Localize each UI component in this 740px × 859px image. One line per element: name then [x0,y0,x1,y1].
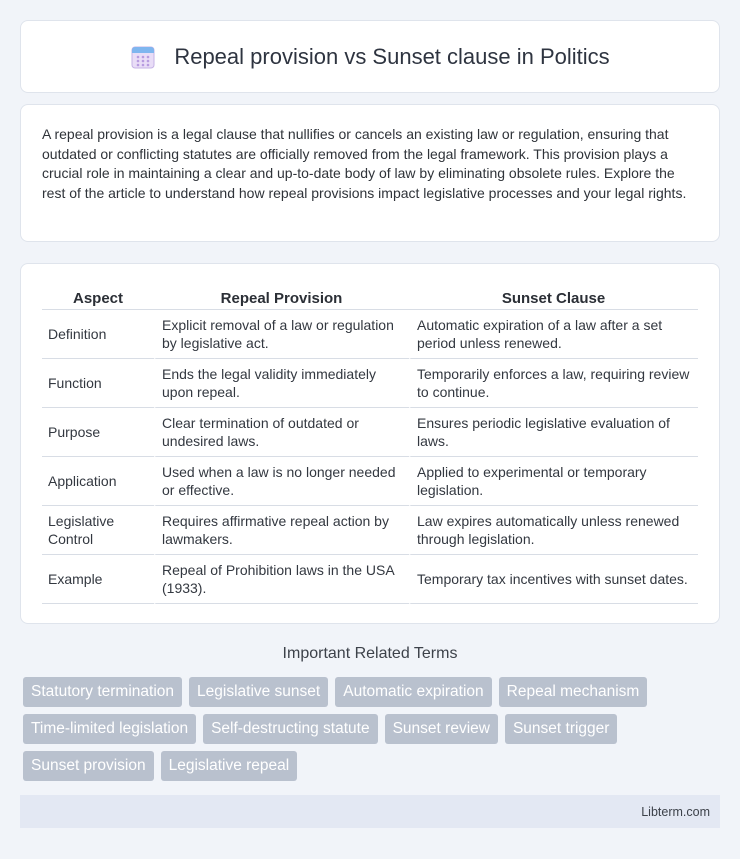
sunset-cell: Ensures periodic legislative evaluation of laws. [409,408,698,457]
footer [20,795,720,828]
repeal-cell: Clear termination of outdated or undesired laws. [154,408,409,457]
sunset-cell: Automatic expiration of a law after a set period unless renewed. [409,310,698,359]
repeal-cell: Ends the legal validity immediately upon repeal. [154,359,409,408]
aspect-cell: Application [42,457,154,506]
table-header-row [42,284,698,310]
header-sunset-clause: Sunset Clause [409,284,698,310]
repeal-cell: Repeal of Prohibition laws in the USA (1933). [154,555,409,604]
related-term-tag[interactable]: Repeal mechanism [499,677,648,707]
sunset-cell: Applied to experimental or temporary legislation. [409,457,698,506]
aspect-cell: Purpose [42,408,154,457]
sunset-cell: Law expires automatically unless renewed through legislation. [409,506,698,555]
related-term-tag[interactable]: Sunset review [385,714,498,744]
calendar-icon [130,44,156,70]
related-term-tag[interactable]: Automatic expiration [335,677,491,707]
table-row [42,506,698,555]
repeal-cell: Explicit removal of a law or regulation by legislative act. [154,310,409,359]
aspect-cell: Example [42,555,154,604]
sunset-cell: Temporarily enforces a law, requiring review to continue. [409,359,698,408]
header-aspect: Aspect [42,284,154,310]
related-terms-title: Important Related Terms [282,645,458,662]
table-row [42,359,698,408]
related-term-tag[interactable]: Sunset provision [23,751,154,781]
intro-card [20,104,720,242]
aspect-cell: Legislative Control [42,506,154,555]
related-term-tag[interactable]: Sunset trigger [505,714,618,744]
repeal-cell: Requires affirmative repeal action by lawmakers. [154,506,409,555]
related-term-tag[interactable]: Time-limited legislation [23,714,196,744]
table-row [42,310,698,359]
table-row [42,457,698,506]
related-term-tag[interactable]: Legislative sunset [189,677,328,707]
comparison-table-card [20,263,720,624]
table-row [42,555,698,604]
related-term-tag[interactable]: Self-destructing statute [203,714,378,744]
sunset-cell: Temporary tax incentives with sunset dates. [409,555,698,604]
header-repeal-provision: Repeal Provision [154,284,409,310]
related-terms-list [23,677,723,781]
aspect-cell: Function [42,359,154,408]
aspect-cell: Definition [42,310,154,359]
page-title: Repeal provision vs Sunset clause in Politics [174,43,610,69]
repeal-cell: Used when a law is no longer needed or effective. [154,457,409,506]
table-row [42,408,698,457]
intro-text: A repeal provision is a legal clause that nullifies or cancels an existing law or regulation, ensuring that outdated or conflicting statutes are officially removed from the legal framework. This provision plays a crucial role in maintaining a clear and up-to-date body of law by eliminating obsolete rules. Explore the rest of the article to understand how repeal provisions impact legislative processes and your legal rights. [42,126,687,201]
footer-site-link[interactable]: Libterm.com [641,804,710,819]
related-term-tag[interactable]: Legislative repeal [161,751,298,781]
comparison-table [42,284,698,604]
related-term-tag[interactable]: Statutory termination [23,677,182,707]
header-card [20,20,720,93]
